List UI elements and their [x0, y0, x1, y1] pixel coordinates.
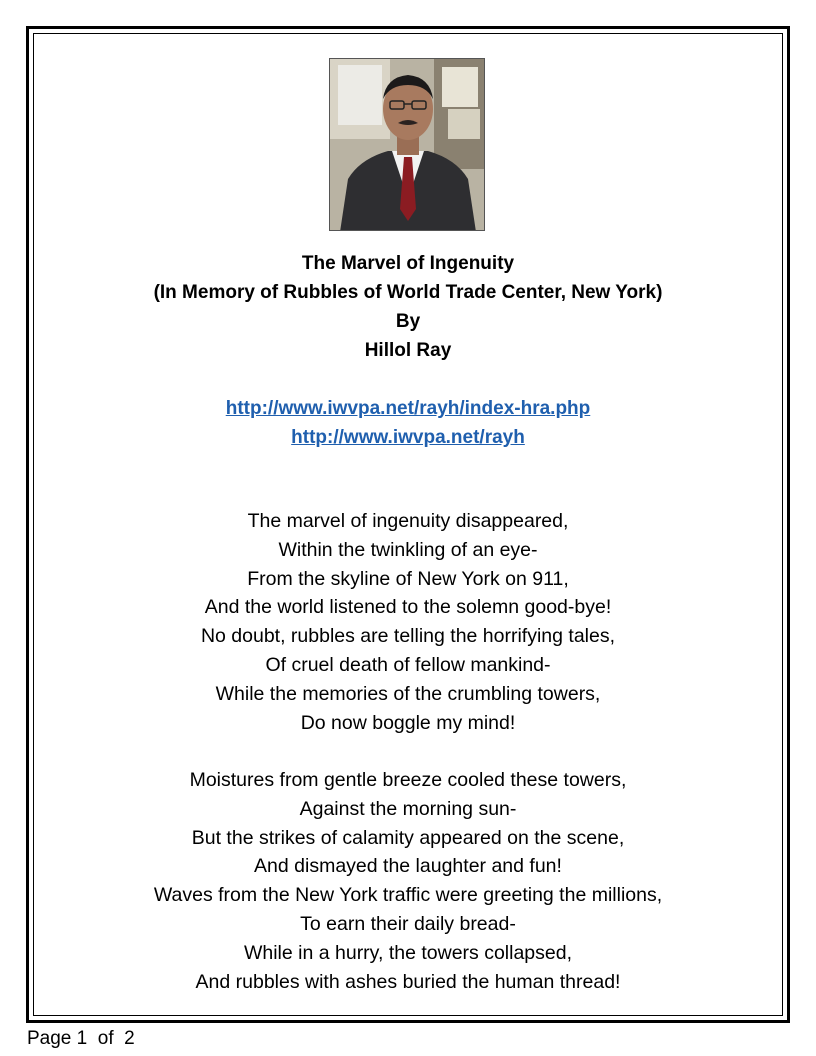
page-number: Page 1 of 2 — [27, 1028, 135, 1049]
link-home-page[interactable]: http://www.iwvpa.net/rayh — [291, 427, 525, 448]
verse-line: Within the twinkling of an eye- — [278, 538, 538, 561]
poem-subtitle: (In Memory of Rubbles of World Trade Center, New York) — [153, 282, 663, 303]
verse-line: And rubbles with ashes buried the human thread! — [195, 970, 621, 993]
verse-line: While in a hurry, the towers collapsed, — [243, 941, 573, 964]
link-index-page[interactable]: http://www.iwvpa.net/rayh/index-hra.php — [225, 398, 591, 419]
document-page — [33, 33, 783, 1016]
verse-line: And the world listened to the solemn good-bye! — [204, 596, 612, 619]
author-links — [33, 394, 783, 452]
verse-line: The marvel of ingenuity disappeared, — [247, 510, 569, 532]
verse-line: And dismayed the laughter and fun! — [254, 855, 562, 878]
verse-line: From the skyline of New York on 911, — [247, 567, 569, 590]
stanza-1 — [33, 507, 783, 737]
verse-line: Of cruel death of fellow mankind- — [265, 653, 551, 676]
verse-line: No doubt, rubbles are telling the horrifying tales, — [200, 625, 616, 648]
verse-line: To earn their daily bread- — [300, 912, 516, 935]
stanza-2 — [33, 766, 783, 996]
verse-line: Against the morning sun- — [299, 797, 517, 820]
verse-line: While the memories of the crumbling towers, — [215, 682, 601, 705]
author-name: Hillol Ray — [364, 340, 452, 361]
verse-line: Do now boggle my mind! — [300, 711, 516, 734]
verse-line: But the strikes of calamity appeared on the scene, — [191, 826, 625, 849]
verse-line: Waves from the New York traffic were greeting the millions, — [153, 884, 663, 907]
poem-title: The Marvel of Ingenuity — [301, 253, 515, 274]
by-line: By — [395, 311, 421, 332]
verse-line: Moistures from gentle breeze cooled these towers, — [189, 769, 627, 791]
author-photo — [329, 58, 485, 231]
title-block — [33, 249, 783, 365]
